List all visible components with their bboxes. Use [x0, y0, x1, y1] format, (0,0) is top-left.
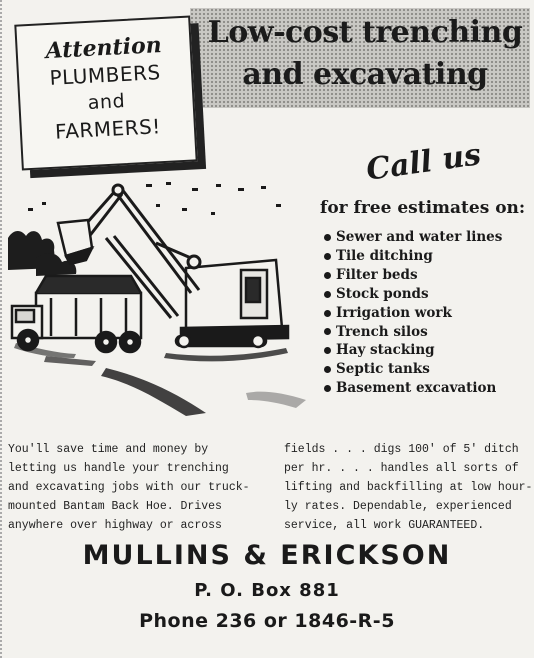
copy-line: letting us handle your trenching — [8, 462, 229, 475]
copy-line: ly rates. Dependable, experienced — [284, 500, 512, 513]
copy-line: fields . . . digs 100' of 5' ditch — [284, 443, 519, 456]
bullet-icon — [324, 272, 331, 279]
headline — [200, 12, 530, 96]
copy-line: and excavating jobs with our truck- — [8, 481, 250, 494]
service-item: Tile ditching — [324, 247, 534, 266]
backhoe-cab — [176, 260, 288, 347]
po-box-address: P. O. Box 881 — [194, 580, 340, 601]
copy-line: anywhere over highway or across — [8, 519, 222, 532]
company-name: MULLINS & ERICKSON — [82, 540, 452, 571]
copy-line: lifting and backfilling at low hour- — [284, 481, 533, 494]
body-copy-right — [284, 440, 533, 535]
phone-number: Phone 236 or 1846-R-5 — [139, 610, 395, 632]
bullet-icon — [324, 366, 331, 373]
estimates-title: for free estimates on: — [320, 198, 526, 218]
dump-truck — [12, 276, 141, 352]
bullet-icon — [324, 310, 331, 317]
attention-and: and — [87, 90, 126, 114]
service-item: Trench silos — [324, 323, 534, 342]
copy-line: per hr. . . . handles all sorts of — [284, 462, 519, 475]
services-list — [324, 228, 534, 398]
headline-line-2: and excavating — [242, 57, 488, 92]
ground-hatching — [14, 343, 306, 416]
attention-farmers: FARMERS! — [54, 114, 162, 144]
backhoe-truck-illustration — [6, 178, 316, 428]
headline-line-1: Low-cost trenching — [207, 15, 523, 50]
backhoe-bucket — [58, 220, 92, 264]
copy-line: mounted Bantam Back Hoe. Drives — [8, 500, 222, 513]
service-item: Irrigation work — [324, 304, 534, 323]
bullet-icon — [324, 291, 331, 298]
copy-line: service, all work GUARANTEED. — [284, 519, 485, 532]
bullet-icon — [324, 328, 331, 335]
service-item: Stock ponds — [324, 285, 534, 304]
bullet-icon — [324, 385, 331, 392]
attention-plumbers: PLUMBERS — [48, 60, 162, 90]
service-item: Septic tanks — [324, 360, 534, 379]
call-us-heading: Call us — [364, 137, 484, 188]
attention-word: Attention — [44, 32, 163, 65]
attention-box — [14, 15, 197, 170]
bullet-icon — [324, 347, 331, 354]
service-item: Filter beds — [324, 266, 534, 285]
service-item: Basement excavation — [324, 379, 534, 398]
body-copy-left — [8, 440, 250, 535]
bullet-icon — [324, 253, 331, 260]
service-item: Hay stacking — [324, 341, 534, 360]
bullet-icon — [324, 234, 331, 241]
copy-line: You'll save time and money by — [8, 443, 209, 456]
dirt-specks — [28, 182, 281, 215]
service-item: Sewer and water lines — [324, 228, 534, 247]
